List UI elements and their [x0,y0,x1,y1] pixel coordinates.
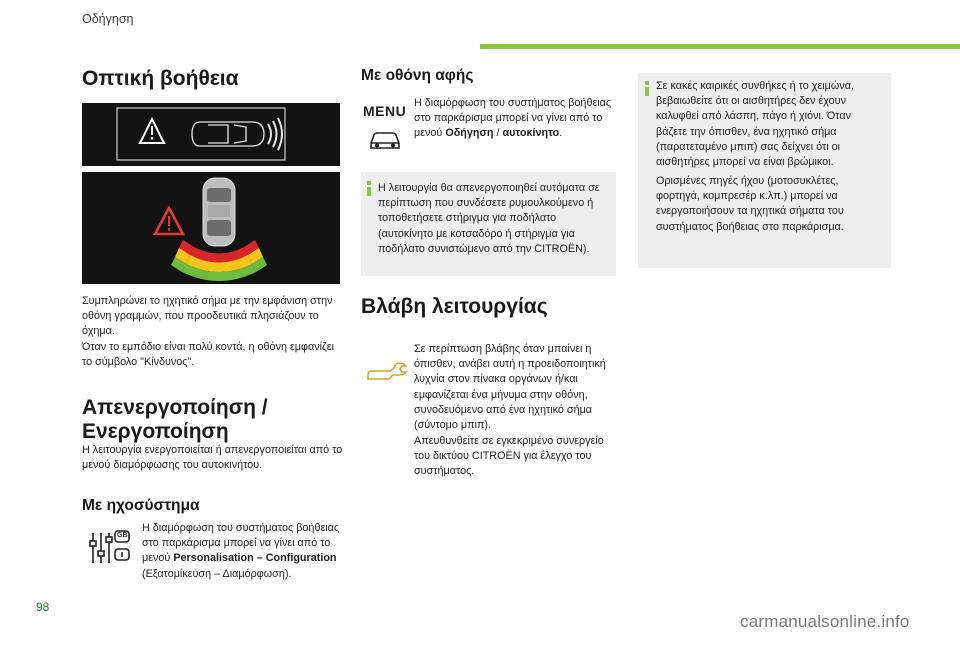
deactivation-title-line1: Απενεργοποίηση / [82,396,268,419]
gb-icon-label: GB [117,532,128,539]
section-accent-bar [480,44,960,49]
section-header: Οδήγηση [82,12,134,26]
page-title: Οπτική βοήθεια [82,67,239,90]
deactivation-title-line2: Ενεργοποίηση [82,420,229,443]
visual-aid-danger-note: Όταν το εμπόδιο είναι πολύ κοντά, η οθόνη εμφανίζει το σύμβολο "Κίνδυνος". [82,341,335,369]
audio-config-lead: Η διαμόρφωση του συστήματος βοήθειας στο παρκάρισμα μπορεί να γίνει από το μενού [142,522,340,565]
sensor-arcs-icon [268,118,282,150]
towbar-note-text: Η λειτουργία θα απενεργοποιηθεί αυτόματα σε περίπτωση που συνδέσετε ρυμουλκούμενο ή τοποθετήσετε στήριγμα για ποδήλατο (αυτοκίνητο με κοτσαδόρο ή στήριγμα για ποδήλατο συνιστώμενο από την CITROËN). [378,182,600,255]
touchscreen-menu-vehicle: αυτοκίνητο [502,127,560,140]
audio-system-title: Με ηχοσύστημα [82,497,200,514]
touchscreen-park-assist-image [82,172,340,284]
car-top-outline-icon [192,122,264,146]
weather-note-text: Σε κακές καιρικές συνθήκες ή το χειμώνα, βεβαιωθείτε ότι οι αισθητήρες δεν έχουν καλυφθεί από λάσπη, πάγο ή χιόνι. Όταν βάζετε την όπισθεν, ένα ηχητικό σήμα (παρατεταμένο μπιπ) σας δείχνει ότι οι αισθητήρες μπορεί να είναι βρώμικοι. [656,80,854,169]
audio-config-text [142,521,347,582]
fault-text: Σε περίπτωση βλάβης όταν μπαίνει η όπισθεν, ανάβει αυτή η προειδοποιητική λυχνία στον πίνακα οργάνων ή/και εμφανίζεται ένα μήνυμα στην οθόνη, συνοδευόμενο από ένα ηχητικό σήμα (σύντομο μπιπ). [414,343,606,432]
page-number: 98 [36,600,50,614]
audio-config-translation: (Εξατομίκευση – Διαμόρφωση). [142,567,292,580]
wrench-warning-icon [366,360,410,382]
touchscreen-config-end: . [559,127,563,140]
touchscreen-title: Με οθόνη αφής [361,67,474,84]
fault-text-dealer: Απευθυνθείτε σε εγκεκριμένο συνεργείο του δικτύου CITROËN για έλεγχο του συστήματος. [414,435,604,478]
touchscreen-config-lead: Η διαμόρφωση του συστήματος βοήθειας στο παρκάρισμα μπορεί να γίνει από το μενού [414,97,612,140]
towbar-note-box [361,172,616,276]
display-frame [117,108,285,160]
menu-button-icon: MENU [363,103,407,119]
info-marker-icon [645,87,649,96]
dashboard-display-image [82,103,340,166]
touchscreen-config-text [414,96,614,142]
visual-aid-description: Συμπληρώνει το ηχητικό σήμα με την εμφάνιση στην οθόνη γραμμών, που προοδευτικά πλησιάζουν το όχημα. [82,295,333,338]
car-icon [368,130,402,152]
noise-sources-note-text: Ορισμένες πηγές ήχου (μοτοσυκλέτες, φορτηγά, κομπρεσέρ κ.λπ.) μπορεί να ενεργοποιήσουν τα ηχητικά σήματα του συστήματος βοήθειας στο παρκάρισμα. [656,175,844,233]
audio-config-menu-path: Personalisation – Configuration [173,552,337,565]
fault-title: Βλάβη λειτουργίας [361,295,548,318]
watermark: carmanualsonline.info [740,612,910,631]
car-top-view-icon [203,178,235,246]
info-marker-icon [367,187,371,196]
weather-note-box [638,73,891,268]
danger-triangle-icon [155,208,183,234]
deactivation-text: Η λειτουργία ενεργοποιείται ή απενεργοποιείται από το μενού διαμόρφωσης του αυτοκινήτου. [82,444,343,472]
warning-triangle-icon [140,119,164,143]
touchscreen-menu-driving: Οδήγηση [445,127,494,140]
touchscreen-menu-separator: / [493,127,503,140]
